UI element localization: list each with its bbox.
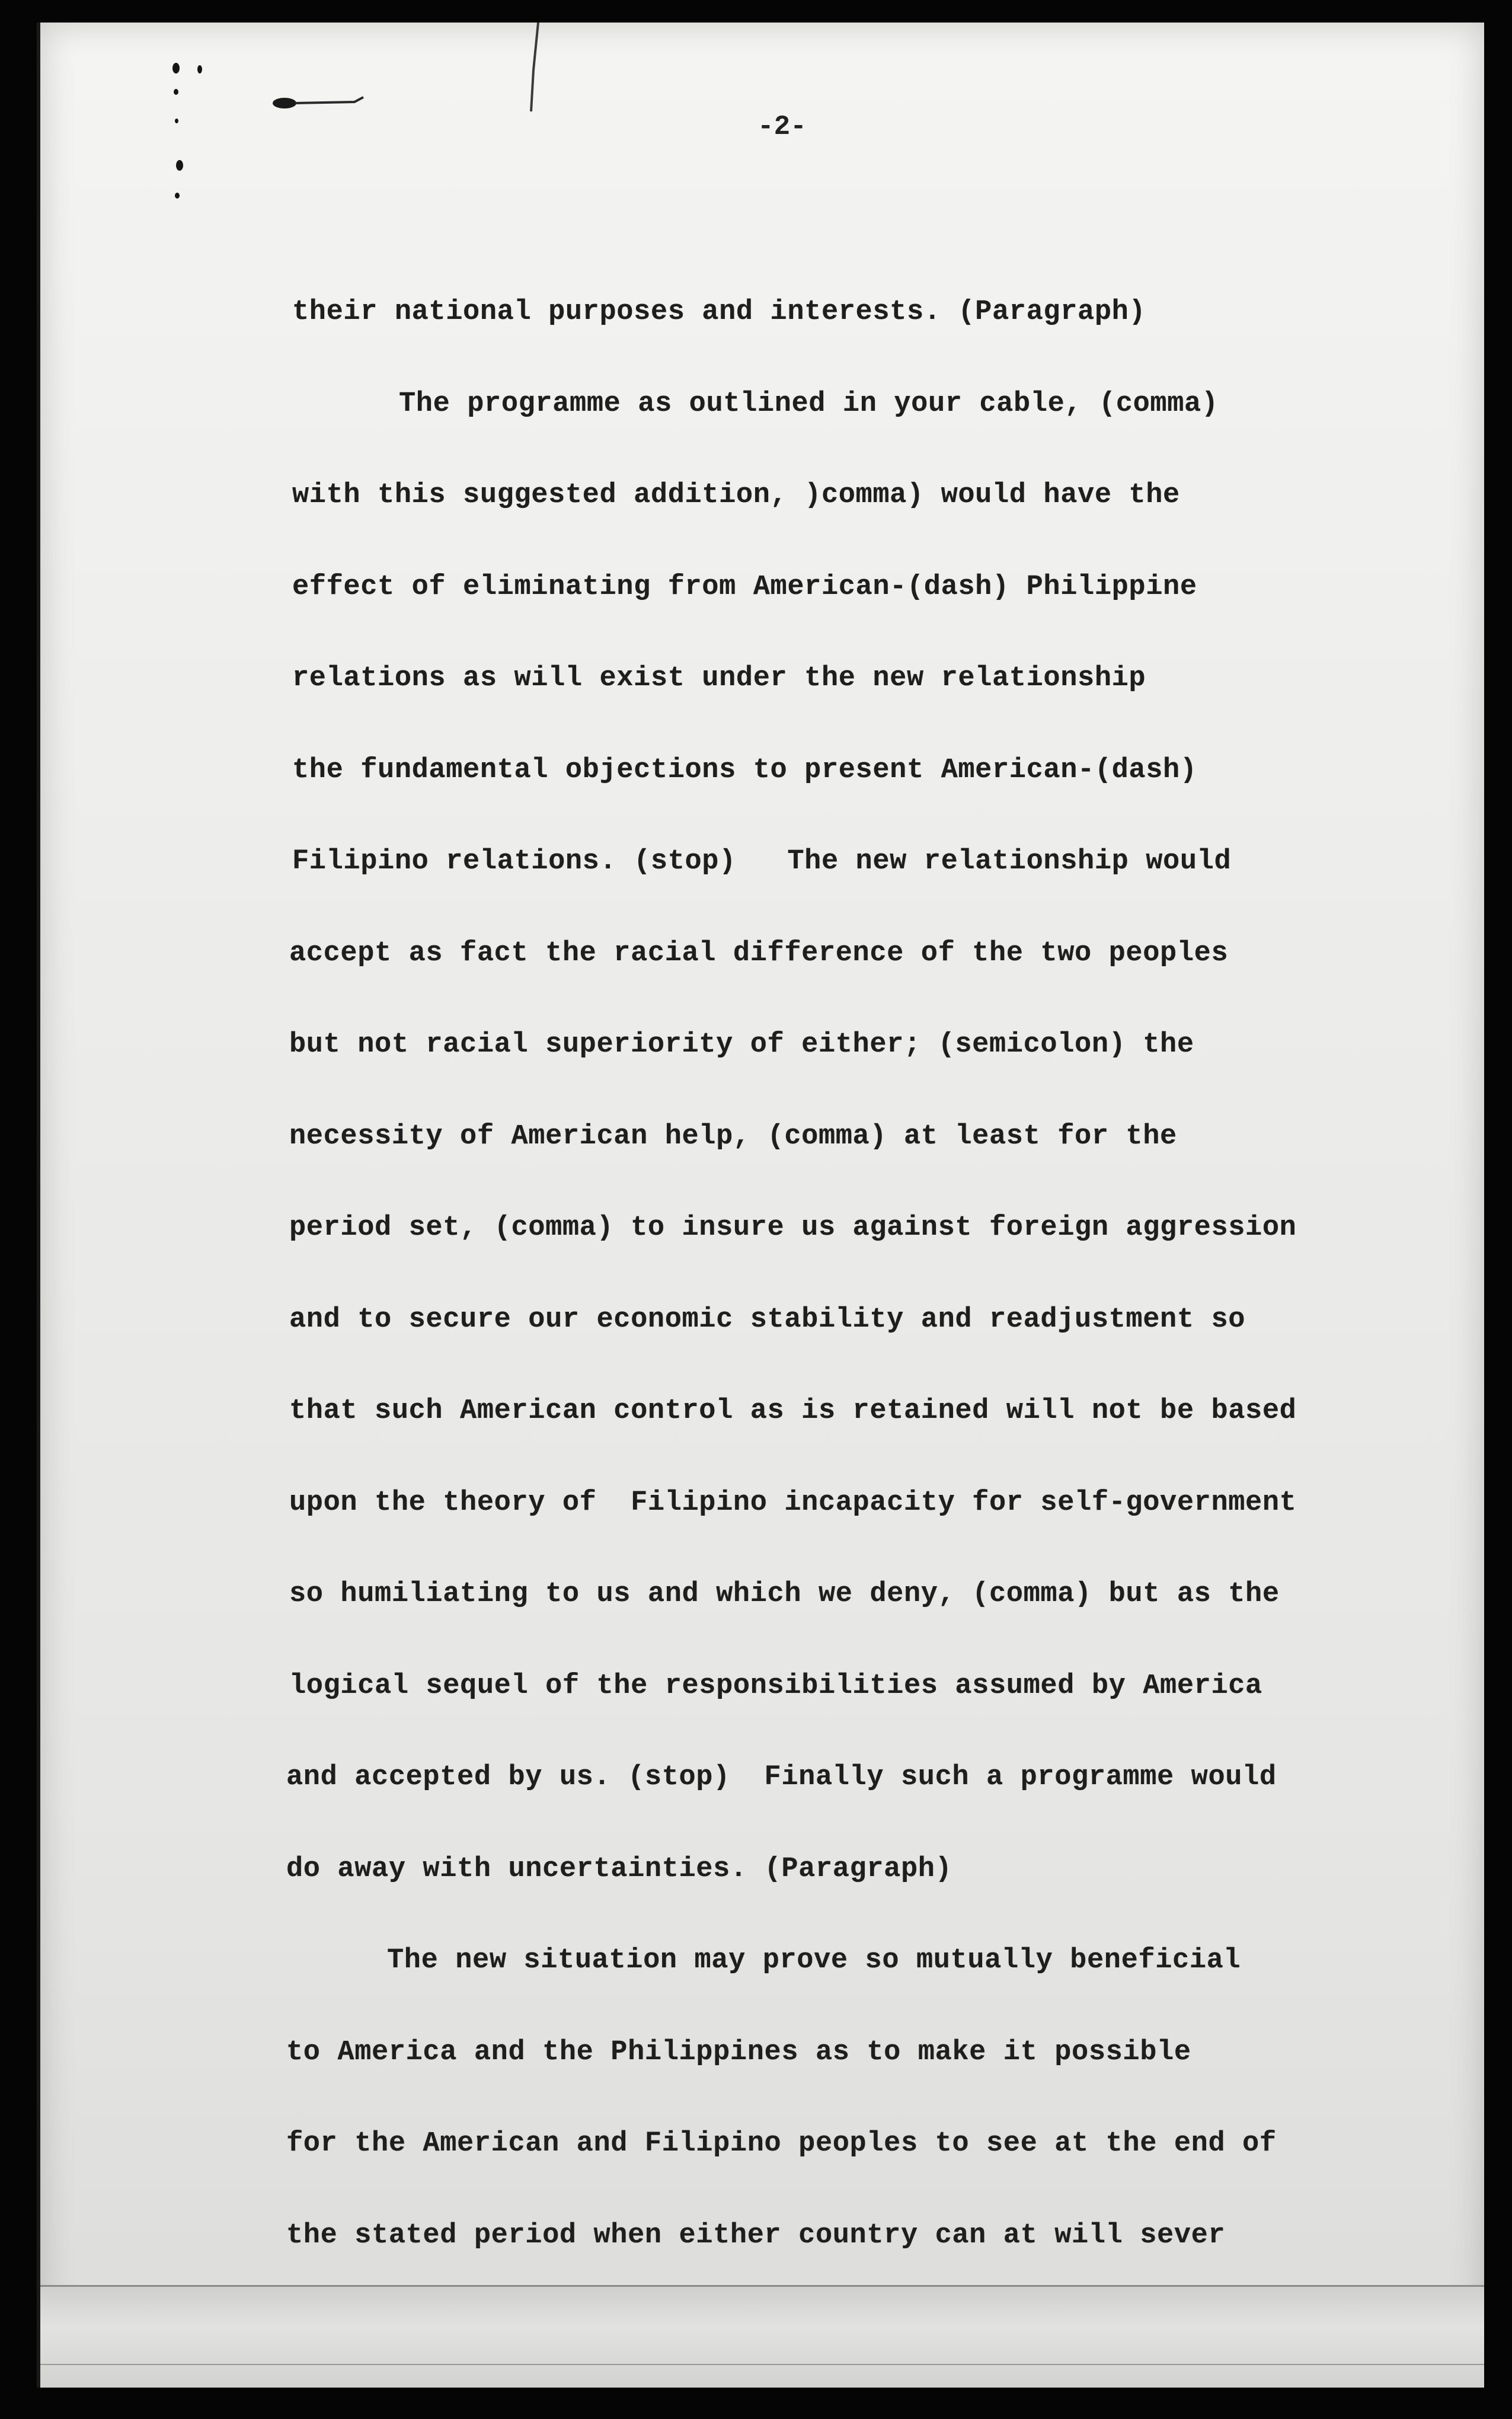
ink-smudge	[271, 94, 366, 110]
text-line: to America and the Philippines as to make it possible	[286, 2037, 1191, 2068]
text-line: effect of eliminating from American-(dash) Philippine	[292, 571, 1197, 603]
text-line: period set, (comma) to insure us against foreign aggression	[289, 1212, 1297, 1244]
text-line: but not racial superiority of either; (semicolon) the	[289, 1029, 1194, 1060]
text-line: accept as fact the racial difference of the two peoples	[289, 938, 1229, 969]
binding-hole-marks	[168, 41, 203, 219]
text-line: so humiliating to us and which we deny, (comma) but as the	[289, 1578, 1280, 1610]
text-line: do away with uncertainties. (Paragraph)	[286, 1854, 952, 1885]
text-line: and to secure our economic stability and readjustment so	[289, 1304, 1246, 1335]
text-line: with this suggested addition, )comma) would have the	[292, 480, 1180, 511]
text-line: The new situation may prove so mutually beneficial	[387, 1945, 1241, 1976]
text-line: their national purposes and interests. (Paragraph)	[292, 296, 1146, 328]
text-line: and accepted by us. (stop) Finally such a programme would	[286, 1762, 1277, 1793]
page-number: -2-	[757, 111, 807, 142]
text-line: upon the theory of Filipino incapacity for self-government	[289, 1487, 1297, 1519]
page-bottom-edge	[40, 2285, 1484, 2388]
text-line: The programme as outlined in your cable, (comma)	[399, 388, 1219, 420]
text-line: relations as will exist under the new relationship	[292, 663, 1146, 694]
pen-mark	[520, 23, 544, 117]
text-line: for the American and Filipino peoples to see at the end of	[286, 2128, 1277, 2159]
text-line: that such American control as is retained will not be based	[289, 1395, 1297, 1427]
typewritten-page	[37, 23, 1484, 2388]
text-line: the stated period when either country can at will sever	[286, 2220, 1226, 2251]
text-line: necessity of American help, (comma) at least for the	[289, 1121, 1177, 1152]
text-line: Filipino relations. (stop) The new relationship would	[292, 846, 1232, 877]
text-line: logical sequel of the responsibilities assumed by America	[289, 1670, 1262, 1702]
text-line: the fundamental objections to present American-(dash)	[292, 755, 1197, 786]
